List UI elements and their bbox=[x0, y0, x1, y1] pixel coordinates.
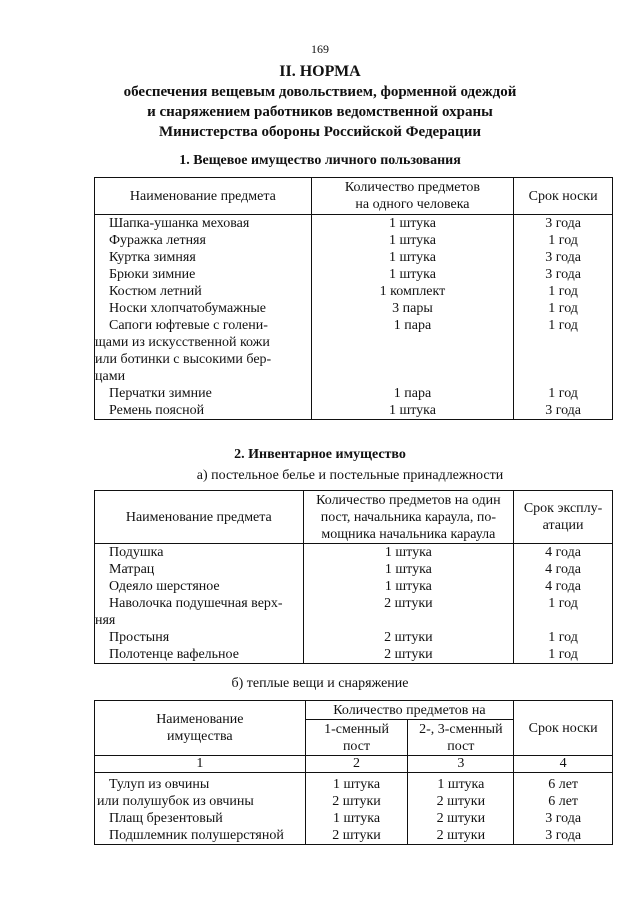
table-row bbox=[95, 578, 613, 595]
page-number: 169 bbox=[311, 42, 329, 56]
column-numbers-row bbox=[95, 756, 613, 773]
table-row bbox=[95, 283, 613, 300]
item-term: 1 год bbox=[514, 385, 613, 402]
warm-clothing-table bbox=[94, 700, 613, 845]
col-header-multi-shift bbox=[408, 720, 514, 756]
col-header-qty-line-1: Количество предметов bbox=[344, 180, 481, 195]
item-name: Куртка зимняя bbox=[95, 249, 312, 266]
item-name: Ремень поясной bbox=[95, 402, 312, 420]
item-name-line: щами из искусственной кожи bbox=[95, 335, 270, 350]
item-one-shift: 2 штуки bbox=[305, 827, 408, 845]
item-one-shift: 1 штука bbox=[305, 810, 408, 827]
subsection-b-heading: б) теплые вещи и снаряжение bbox=[231, 676, 409, 691]
item-name: Подшлемник полушерстяной bbox=[95, 827, 306, 845]
item-term: 1 год bbox=[514, 317, 613, 385]
item-multi-shift: 2 штуки bbox=[408, 810, 514, 827]
item-term: 1 год bbox=[514, 300, 613, 317]
item-term: 4 года bbox=[514, 544, 613, 562]
item-term: 6 лет bbox=[514, 773, 613, 794]
item-qty: 1 штука bbox=[311, 402, 514, 420]
col-header-one-shift-line-2: пост bbox=[342, 738, 371, 754]
item-term: 3 года bbox=[514, 827, 613, 845]
table-row bbox=[95, 385, 613, 402]
col-header-qty-line-1: Количество предметов на один bbox=[316, 492, 501, 508]
table-row bbox=[95, 773, 613, 794]
col-header-one-shift-line-1: 1-сменный bbox=[324, 721, 389, 737]
table-row bbox=[95, 544, 613, 562]
title-line-3: и снаряжением работников ведомственной охраны bbox=[147, 104, 493, 120]
item-name-line: няя bbox=[95, 613, 116, 628]
item-term: 3 года bbox=[514, 266, 613, 283]
item-term: 4 года bbox=[514, 561, 613, 578]
col-header-qty-line-3: мощника начальника караула bbox=[321, 526, 496, 542]
item-qty: 1 штука bbox=[303, 544, 514, 562]
item-qty: 1 пара bbox=[311, 385, 514, 402]
table-row bbox=[95, 402, 613, 420]
column-number: 3 bbox=[408, 756, 514, 773]
column-number: 2 bbox=[305, 756, 408, 773]
item-multi-shift: 2 штуки bbox=[408, 793, 514, 810]
col-header-one-shift bbox=[305, 720, 408, 756]
table-row bbox=[95, 300, 613, 317]
item-qty: 3 пары bbox=[311, 300, 514, 317]
item-term: 1 год bbox=[514, 232, 613, 249]
item-name: или полушубок из овчины bbox=[95, 793, 306, 810]
col-header-qty-line-2: пост, начальника караула, по- bbox=[320, 509, 497, 525]
item-name: Перчатки зимние bbox=[95, 385, 312, 402]
item-term: 3 года bbox=[514, 215, 613, 233]
item-term: 6 лет bbox=[514, 793, 613, 810]
item-term: 1 год bbox=[514, 283, 613, 300]
item-name: Фуражка летняя bbox=[95, 232, 312, 249]
table-row bbox=[95, 646, 613, 664]
column-number: 1 bbox=[95, 756, 306, 773]
item-name: Одеяло шерстяное bbox=[95, 578, 304, 595]
item-qty: 2 штуки bbox=[303, 646, 514, 664]
item-qty: 1 штука bbox=[303, 561, 514, 578]
item-name: Подушка bbox=[95, 544, 304, 562]
title-line-2: обеспечения вещевым довольствием, форменной одеждой bbox=[123, 84, 517, 100]
col-header-term-line-2: атации bbox=[542, 518, 584, 533]
table-row bbox=[95, 232, 613, 249]
table-row bbox=[95, 595, 613, 629]
col-header-name: Наименование предмета bbox=[95, 178, 312, 215]
item-name: Костюм летний bbox=[95, 283, 312, 300]
item-term: 3 года bbox=[514, 402, 613, 420]
item-one-shift: 2 штуки bbox=[305, 793, 408, 810]
section-2-heading: 2. Инвентарное имущество bbox=[234, 447, 406, 462]
table-row bbox=[95, 561, 613, 578]
col-header-term-line-1: Срок эксплу- bbox=[523, 501, 603, 516]
item-term: 1 год bbox=[514, 595, 613, 629]
item-term: 1 год bbox=[514, 646, 613, 664]
item-multi-shift: 2 штуки bbox=[408, 827, 514, 845]
personal-items-table bbox=[94, 177, 613, 420]
col-header-term: Срок носки bbox=[514, 178, 613, 215]
item-qty: 2 штуки bbox=[303, 595, 514, 629]
col-header-multi-shift-line-1: 2-, 3-сменный bbox=[419, 721, 503, 737]
item-term: 3 года bbox=[514, 249, 613, 266]
item-name: Матрац bbox=[95, 561, 304, 578]
item-qty: 1 штука bbox=[311, 249, 514, 266]
table-row bbox=[95, 629, 613, 646]
item-name bbox=[95, 595, 304, 629]
item-name: Брюки зимние bbox=[95, 266, 312, 283]
col-header-multi-shift-line-2: пост bbox=[447, 738, 475, 754]
section-1-heading: 1. Вещевое имущество личного пользования bbox=[179, 153, 461, 168]
document-title bbox=[0, 62, 640, 142]
col-header-qty-line-2: на одного человека bbox=[355, 197, 470, 212]
item-multi-shift: 1 штука bbox=[408, 773, 514, 794]
column-number: 4 bbox=[514, 756, 613, 773]
item-term: 1 год bbox=[514, 629, 613, 646]
col-header-term: Срок носки bbox=[514, 701, 613, 756]
item-qty: 1 штука bbox=[311, 232, 514, 249]
col-header-qty bbox=[311, 178, 514, 215]
item-name-line: Сапоги юфтевые с голени- bbox=[109, 318, 268, 333]
title-line-4: Министерства обороны Российской Федерации bbox=[159, 124, 481, 140]
item-qty: 1 штука bbox=[303, 578, 514, 595]
item-name-line: Наволочка подушечная верх- bbox=[109, 596, 283, 611]
table-row bbox=[95, 249, 613, 266]
item-one-shift: 1 штука bbox=[305, 773, 408, 794]
item-name: Носки хлопчатобумажные bbox=[95, 300, 312, 317]
item-qty: 2 штуки bbox=[303, 629, 514, 646]
item-term: 4 года bbox=[514, 578, 613, 595]
table-row bbox=[95, 810, 613, 827]
col-header-term bbox=[514, 491, 613, 544]
table-row bbox=[95, 266, 613, 283]
item-name: Простыня bbox=[95, 629, 304, 646]
item-name: Тулуп из овчины bbox=[95, 773, 306, 794]
subsection-a-heading: а) постельное белье и постельные принадлежности bbox=[196, 468, 504, 483]
col-header-name-line-1: Наименование bbox=[156, 712, 244, 727]
item-name bbox=[95, 317, 312, 385]
item-name: Полотенце вафельное bbox=[95, 646, 304, 664]
table-row bbox=[95, 215, 613, 233]
table-row bbox=[95, 827, 613, 845]
item-name-line: или ботинки с высокими бер- bbox=[95, 352, 272, 367]
table-row bbox=[95, 793, 613, 810]
bedding-table bbox=[94, 490, 613, 664]
item-qty: 1 комплект bbox=[311, 283, 514, 300]
item-name: Плащ брезентовый bbox=[95, 810, 306, 827]
item-qty: 1 штука bbox=[311, 266, 514, 283]
col-header-qty bbox=[303, 491, 514, 544]
item-term: 3 года bbox=[514, 810, 613, 827]
table-row bbox=[95, 317, 613, 385]
item-name: Шапка-ушанка меховая bbox=[95, 215, 312, 233]
col-header-name-line-2: имущества bbox=[166, 729, 233, 744]
item-qty: 1 пара bbox=[311, 317, 514, 385]
title-norm: II. НОРМА bbox=[279, 63, 361, 80]
col-header-qty-group: Количество предметов на bbox=[305, 701, 514, 720]
item-qty: 1 штука bbox=[311, 215, 514, 233]
item-name-line: цами bbox=[95, 369, 126, 384]
col-header-name: Наименование предмета bbox=[95, 491, 304, 544]
col-header-name bbox=[95, 701, 306, 756]
